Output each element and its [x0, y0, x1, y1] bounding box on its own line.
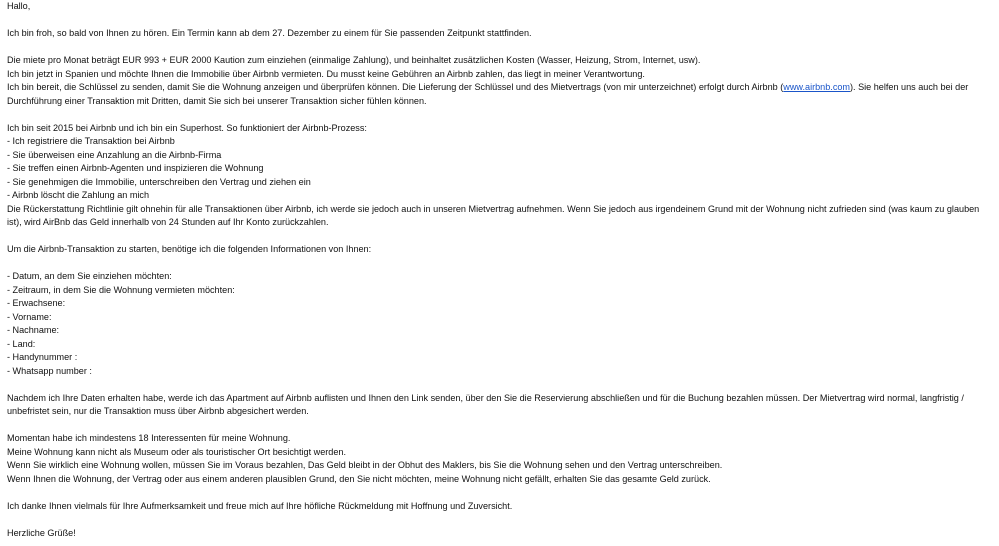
paragraph-gap	[7, 513, 993, 527]
greeting: Hallo,	[7, 1, 31, 11]
paragraph-gap	[7, 257, 993, 271]
closing: Herzliche Grüße!	[7, 527, 76, 538]
paragraph-gap	[7, 230, 993, 244]
paragraph-keys	[7, 81, 993, 108]
info-request-intro: Um die Airbnb-Transaktion zu starten, benötige ich die folgenden Informationen von Ihnen:	[7, 244, 372, 254]
process-step: - Airbnb löscht die Zahlung an mich	[7, 190, 150, 200]
email-body	[7, 0, 993, 540]
process-intro: Ich bin seit 2015 bei Airbnb und ich bin ein Superhost. So funktioniert der Airbnb-Prozess:	[7, 122, 367, 133]
paragraph-gap	[7, 41, 993, 55]
paragraph-listing: Nachdem ich Ihre Daten erhalten habe, werde ich das Apartment auf Airbnb auflisten und Ihnen den Link senden, über den Sie die Reservierung abschließen und für die Buchung bezahlen müssen. Der Mietvertrag wird normal, langfristig / unbefristet sein, nur die Transaktion muss über Airbnb abgesichert werden.	[7, 392, 964, 416]
info-field: - Land:	[7, 338, 36, 349]
info-field: - Handynummer :	[7, 352, 78, 362]
paragraph-refund: Die Rückerstattung Richtlinie gilt ohnehin für alle Transaktionen über Airbnb, ich werde sie jedoch auch in unseren Mietvertrag aufnehmen. Wenn Sie jedoch aus irgendeinem Grund mit der Wohnung nicht zufrieden sind (was kaum zu glauben ist), wird AirBnb das Geld innerhalb von 24 Stunden auf Ihr Konto zurückzahlen.	[7, 203, 980, 227]
paragraph-appointment: Ich bin froh, so bald von Ihnen zu hören. Ein Termin kann ab dem 27. Dezember zu einem für Sie passenden Zeitpunkt stattfinden.	[7, 28, 532, 38]
process-step: - Sie überweisen eine Anzahlung an die Airbnb-Firma	[7, 149, 222, 160]
paragraph-thanks: Ich danke Ihnen vielmals für Ihre Aufmerksamkeit und freue mich auf Ihre höfliche Rückmeldung mit Hoffnung und Zuversicht.	[7, 500, 513, 511]
paragraph-gap	[7, 378, 993, 392]
info-field: - Zeitraum, in dem Sie die Wohnung vermieten möchten:	[7, 284, 235, 295]
paragraph-rent: Die miete pro Monat beträgt EUR 993 + EUR 2000 Kaution zum einziehen (einmalige Zahlung), und beinhaltet zusätzlichen Kosten (Wasser, Heizung, Strom, Internet, usw).	[7, 55, 701, 65]
paragraph-gap	[7, 108, 993, 122]
process-step: - Ich registriere die Transaktion bei Airbnb	[7, 136, 175, 146]
info-field: - Erwachsene:	[7, 298, 66, 308]
info-field: - Whatsapp number :	[7, 365, 92, 376]
paragraph-gap	[7, 14, 993, 28]
info-field: - Nachname:	[7, 325, 60, 335]
process-step: - Sie treffen einen Airbnb-Agenten und inspizieren die Wohnung	[7, 163, 264, 173]
paragraph-location: Ich bin jetzt in Spanien und möchte Ihnen die Immobilie über Airbnb vermieten. Du musst keine Gebühren an Airbnb zahlen, das liegt in meiner Verantwortung.	[7, 68, 645, 79]
airbnb-link[interactable]: www.airbnb.com	[783, 82, 850, 92]
keys-text-after: ). Sie helfen uns auch bei der Durchführung einer Transaktion mit Dritten, damit Sie sich bei unserer Transaktion sicher fühlen können.	[7, 82, 969, 106]
paragraph-gap	[7, 419, 993, 433]
paragraph-interest-line: Wenn Ihnen die Wohnung, der Vertrag oder aus einem anderen plausiblen Grund, den Sie nicht möchten, meine Wohnung nicht gefällt, erhalten Sie das gesamte Geld zurück.	[7, 473, 711, 484]
info-field: - Vorname:	[7, 311, 52, 322]
info-field: - Datum, an dem Sie einziehen möchten:	[7, 271, 172, 281]
paragraph-interest-line: Meine Wohnung kann nicht als Museum oder als touristischer Ort besichtigt werden.	[7, 446, 346, 457]
paragraph-interest-line: Wenn Sie wirklich eine Wohnung wollen, müssen Sie im Voraus bezahlen, Das Geld bleibt in der Obhut des Maklers, bis Sie die Wohnung sehen und den Vertrag unterschreiben.	[7, 460, 723, 470]
paragraph-gap	[7, 486, 993, 500]
process-step: - Sie genehmigen die Immobilie, unterschreiben den Vertrag und ziehen ein	[7, 176, 311, 187]
paragraph-interest-line: Momentan habe ich mindestens 18 Interessenten für meine Wohnung.	[7, 433, 291, 443]
keys-text-before: Ich bin bereit, die Schlüssel zu senden, damit Sie die Wohnung anzeigen und überprüfen können. Die Lieferung der Schlüssel und des Mietvertrags (von mir unterzeichnet) erfolgt durch Airbnb (	[7, 82, 784, 92]
